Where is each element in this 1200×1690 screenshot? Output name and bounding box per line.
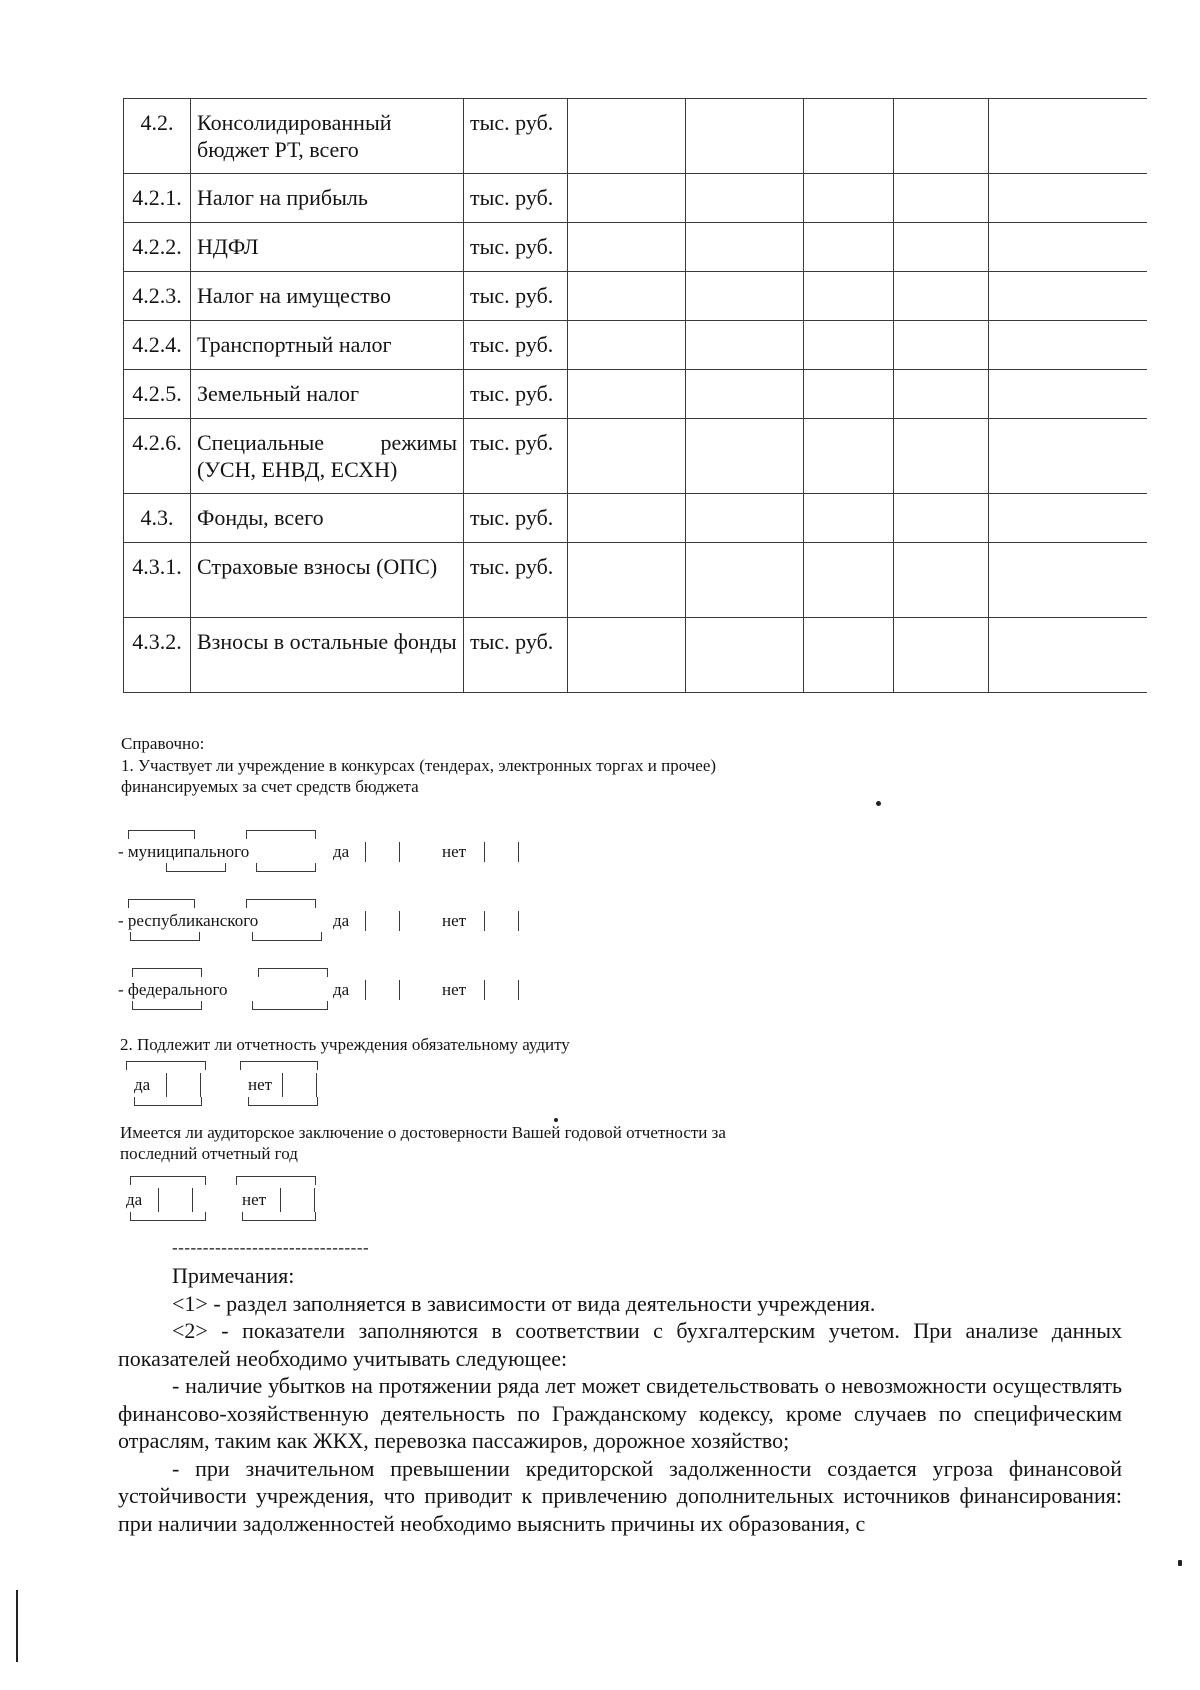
row-name: Специальные режимы (УСН, ЕНВД, ЕСХН): [191, 419, 464, 494]
checkbox-frame: [252, 932, 322, 941]
indicators-table: [123, 98, 1147, 693]
value-cell: [894, 174, 989, 223]
value-cell: [894, 272, 989, 321]
no-label: нет: [248, 1075, 273, 1094]
checkbox-frame: [128, 830, 195, 839]
no-label: нет: [442, 842, 467, 861]
checkbox-frame: [246, 830, 316, 839]
yes-label: да: [333, 842, 350, 861]
yes-label: да: [126, 1190, 143, 1209]
footnote-separator: --------------------------------: [172, 1238, 370, 1257]
value-cell: [804, 321, 894, 370]
yes-checkbox[interactable]: [365, 842, 366, 862]
note-2: <2> - показатели заполняются в соответствии с бухгалтерским учетом. При анализе данных показателей необходимо учитывать следующее:: [118, 1318, 1122, 1371]
no-checkbox-edge: [316, 1073, 317, 1097]
value-cell: [894, 419, 989, 494]
value-cell: [568, 370, 686, 419]
table-row: [124, 419, 1147, 494]
checkbox-frame: [166, 863, 226, 872]
table-row: [124, 174, 1147, 223]
row-name: Страховые взносы (ОПС): [191, 543, 464, 618]
value-cell: [686, 618, 804, 693]
value-cell: [568, 419, 686, 494]
value-cell: [568, 174, 686, 223]
yes-label: да: [333, 911, 350, 930]
value-cell: [989, 419, 1147, 494]
checkbox-frame: [248, 1097, 318, 1106]
row-name: Взносы в остальные фонды: [191, 618, 464, 693]
value-cell: [568, 543, 686, 618]
value-cell: [894, 370, 989, 419]
checkbox-frame: [236, 1176, 316, 1185]
checkbox-frame: [130, 1176, 206, 1185]
scan-speck: [1178, 1560, 1182, 1566]
checkbox-frame: [240, 1061, 318, 1070]
row-unit: тыс. руб.: [464, 99, 568, 174]
checkbox-frame: [256, 863, 316, 872]
value-cell: [686, 272, 804, 321]
value-cell: [804, 419, 894, 494]
value-cell: [568, 494, 686, 543]
option-label: - муниципального: [118, 842, 250, 861]
row-unit: тыс. руб.: [464, 618, 568, 693]
audit-required-options: [126, 1061, 346, 1101]
yes-checkbox[interactable]: [365, 911, 366, 931]
footnotes: [118, 1262, 1122, 1537]
value-cell: [568, 321, 686, 370]
table-row: [124, 370, 1147, 419]
row-number: 4.3.1.: [124, 543, 191, 618]
no-checkbox-edge: [518, 911, 519, 931]
value-cell: [989, 223, 1147, 272]
no-checkbox-edge: [518, 980, 519, 1000]
value-cell: [894, 321, 989, 370]
yes-checkbox-edge: [200, 1073, 201, 1097]
value-cell: [989, 321, 1147, 370]
option-municipal: [118, 830, 538, 870]
no-label: нет: [242, 1190, 267, 1209]
table-row: [124, 618, 1147, 693]
row-unit: тыс. руб.: [464, 543, 568, 618]
option-label: - федерального: [118, 980, 228, 999]
row-number: 4.2.5.: [124, 370, 191, 419]
option-label: - республиканского: [118, 911, 259, 930]
row-unit: тыс. руб.: [464, 370, 568, 419]
no-checkbox[interactable]: [484, 842, 485, 862]
note-bullet-payables: - при значительном превышении кредиторской задолженности создается угроза финансовой устойчивости учреждения, что приводит к привлечению дополнительных источников финансирования: при наличии задолженностей необходимо выяснить причины их образования, с: [118, 1455, 1122, 1536]
value-cell: [989, 494, 1147, 543]
row-unit: тыс. руб.: [464, 223, 568, 272]
yes-checkbox-edge: [399, 980, 400, 1000]
row-name: Фонды, всего: [191, 494, 464, 543]
checkbox-frame: [258, 968, 328, 977]
question-audit-conclusion: Имеется ли аудиторское заключение о достоверности Вашей годовой отчетности за последний отчетный год: [120, 1123, 726, 1163]
row-name: Налог на имущество: [191, 272, 464, 321]
value-cell: [804, 223, 894, 272]
table-row: [124, 543, 1147, 618]
no-checkbox[interactable]: [484, 911, 485, 931]
question-audit-required: 2. Подлежит ли отчетность учреждения обязательному аудиту: [120, 1035, 570, 1054]
checkbox-frame: [252, 1001, 328, 1010]
checkbox-frame: [126, 1061, 206, 1070]
note-bullet-losses: - наличие убытков на протяжении ряда лет может свидетельствовать о невозможности осуществлять финансово-хозяйственную деятельность по Гражданскому кодексу, кроме случаев по специфическим отраслям, таким как ЖКХ, перевозка пассажиров, дорожное хозяйство;: [118, 1373, 1122, 1453]
checkbox-frame: [132, 968, 202, 977]
checkbox-frame: [128, 899, 195, 908]
row-unit: тыс. руб.: [464, 419, 568, 494]
table-row: [124, 99, 1147, 174]
value-cell: [686, 419, 804, 494]
value-cell: [894, 99, 989, 174]
row-number: 4.2.2.: [124, 223, 191, 272]
value-cell: [804, 494, 894, 543]
scan-speck: [876, 801, 881, 806]
row-number: 4.2.: [124, 99, 191, 174]
value-cell: [894, 223, 989, 272]
row-name: Налог на прибыль: [191, 174, 464, 223]
yes-checkbox[interactable]: [166, 1073, 167, 1097]
row-name: Консолидированный бюджет РТ, всего: [191, 99, 464, 174]
checkbox-frame: [246, 899, 316, 908]
scan-speck: [554, 1118, 558, 1122]
no-checkbox[interactable]: [280, 1188, 281, 1212]
value-cell: [686, 321, 804, 370]
yes-checkbox-edge: [192, 1188, 193, 1212]
value-cell: [804, 543, 894, 618]
value-cell: [568, 618, 686, 693]
yes-checkbox[interactable]: [158, 1188, 159, 1212]
row-unit: тыс. руб.: [464, 321, 568, 370]
row-name: Транспортный налог: [191, 321, 464, 370]
row-number: 4.2.3.: [124, 272, 191, 321]
no-checkbox[interactable]: [484, 980, 485, 1000]
value-cell: [989, 370, 1147, 419]
value-cell: [568, 223, 686, 272]
checkbox-frame: [130, 1212, 206, 1221]
table-row: [124, 223, 1147, 272]
yes-checkbox-edge: [399, 911, 400, 931]
row-unit: тыс. руб.: [464, 272, 568, 321]
note-1: <1> - раздел заполняется в зависимости от вида деятельности учреждения.: [172, 1290, 876, 1316]
row-unit: тыс. руб.: [464, 494, 568, 543]
value-cell: [989, 174, 1147, 223]
table-row: [124, 321, 1147, 370]
checkbox-frame: [132, 1001, 202, 1010]
row-number: 4.3.: [124, 494, 191, 543]
value-cell: [568, 272, 686, 321]
value-cell: [804, 618, 894, 693]
audit-conclusion-options: [124, 1176, 344, 1216]
notes-heading: Примечания:: [172, 1263, 295, 1288]
yes-checkbox[interactable]: [365, 980, 366, 1000]
value-cell: [804, 370, 894, 419]
value-cell: [894, 543, 989, 618]
value-cell: [686, 174, 804, 223]
no-label: нет: [442, 911, 467, 930]
row-number: 4.3.2.: [124, 618, 191, 693]
table-row: [124, 494, 1147, 543]
value-cell: [989, 618, 1147, 693]
value-cell: [804, 272, 894, 321]
question-tenders: 1. Участвует ли учреждение в конкурсах (тендерах, электронных торгах и прочее) финансируемых за счет средств бюджета: [121, 756, 717, 796]
yes-checkbox-edge: [399, 842, 400, 862]
option-federal: [118, 968, 538, 1008]
checkbox-frame: [242, 1212, 316, 1221]
row-name: Земельный налог: [191, 370, 464, 419]
value-cell: [686, 543, 804, 618]
value-cell: [989, 99, 1147, 174]
no-checkbox[interactable]: [282, 1073, 283, 1097]
row-number: 4.2.1.: [124, 174, 191, 223]
option-republican: [118, 899, 538, 939]
no-checkbox-edge: [314, 1188, 315, 1212]
row-number: 4.2.6.: [124, 419, 191, 494]
value-cell: [894, 494, 989, 543]
value-cell: [894, 618, 989, 693]
row-name: НДФЛ: [191, 223, 464, 272]
table-row: [124, 272, 1147, 321]
no-checkbox-edge: [518, 842, 519, 862]
value-cell: [686, 370, 804, 419]
value-cell: [804, 99, 894, 174]
value-cell: [686, 223, 804, 272]
checkbox-frame: [134, 1097, 202, 1106]
checkbox-frame: [130, 932, 200, 941]
row-unit: тыс. руб.: [464, 174, 568, 223]
value-cell: [804, 174, 894, 223]
value-cell: [989, 272, 1147, 321]
no-label: нет: [442, 980, 467, 999]
value-cell: [686, 494, 804, 543]
value-cell: [568, 99, 686, 174]
reference-title: Справочно:: [121, 734, 205, 753]
value-cell: [686, 99, 804, 174]
yes-label: да: [134, 1075, 151, 1094]
value-cell: [989, 543, 1147, 618]
yes-label: да: [333, 980, 350, 999]
row-number: 4.2.4.: [124, 321, 191, 370]
scan-margin-line: [16, 1590, 18, 1662]
